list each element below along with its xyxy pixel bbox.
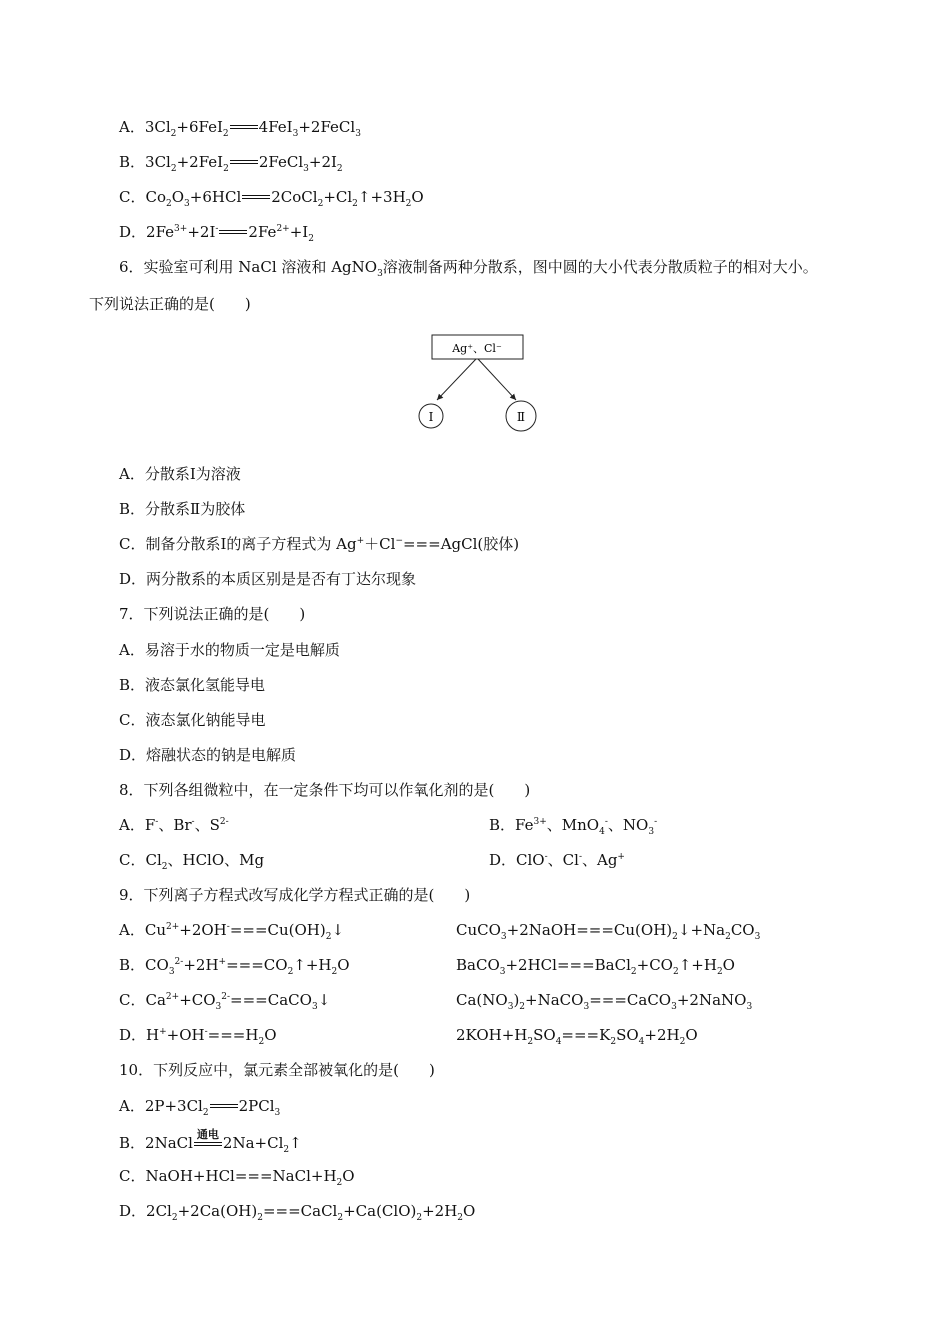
q9-option-b-molecular: $BaCO_3+2HCl===BaCl_2+CO_2↑+H_2O$ xyxy=(456,956,735,977)
q7-stem: 7．下列说法正确的是( ) xyxy=(119,605,306,623)
q9-option-c-ionic: C．$Ca^{2+}+CO_3^{2-}===CaCO_3↓$ xyxy=(119,991,331,1012)
q7-option-b: B．液态氯化氢能导电 xyxy=(119,676,266,694)
q6-option-d: D．两分散系的本质区别是是否有丁达尔现象 xyxy=(119,570,417,588)
q6-option-b: B．分散系Ⅱ为胶体 xyxy=(119,500,246,518)
q6-option-c: C．制备分散系Ⅰ的离子方程式为 Ag+＋Cl−===AgCl(胶体) xyxy=(119,535,520,553)
q10-option-c: C．$NaOH+HCl===NaCl+H_2O$ xyxy=(119,1167,355,1188)
circle-system-1-label: Ⅰ xyxy=(428,410,434,424)
ions-box-label: Ag⁺、Cl⁻ xyxy=(452,342,502,355)
q9-option-d-molecular: $2KOH+H_2SO_4===K_2SO_4+2H_2O$ xyxy=(456,1026,698,1047)
q10-option-d: D．$2Cl_2+2Ca(OH)_2===CaCl_2+Ca(ClO)_2+2H_2O$ xyxy=(119,1202,476,1223)
q8-option-d: D．ClO-、Cl-、Ag+ xyxy=(489,851,625,869)
q10-stem: 10．下列反应中，氯元素全部被氧化的是( ) xyxy=(119,1061,435,1079)
arrow-to-system-2 xyxy=(478,359,516,400)
q5-option-c: C．$Co_2O_3+6HCl$ $2CoCl_2+Cl_2↑+3H_2O$ xyxy=(119,188,424,209)
q9-stem: 9．下列离子方程式改写成化学方程式正确的是( ) xyxy=(119,886,471,904)
q7-option-c: C．液态氯化钠能导电 xyxy=(119,711,266,729)
q5-option-a: A．$3Cl_2+6FeI_2$ 4FeI$_3$+2FeCl$_3$ xyxy=(119,118,361,139)
q7-option-d: D．熔融状态的钠是电解质 xyxy=(119,746,297,764)
circle-system-2-label: Ⅱ xyxy=(516,410,526,424)
q9-option-a-molecular: $CuCO_3+2NaOH===Cu(OH)_2↓+Na_2CO_3$ xyxy=(456,921,761,942)
q6-stem-line2: 下列说法正确的是( ) xyxy=(89,295,251,313)
q5-option-b: B．$3Cl_2+2FeI_2$ $2FeCl_3+2I_2$ xyxy=(119,153,343,174)
q9-option-b-ionic: B．$CO_3^{2-}+2H^+===CO_2↑+H_2O$ xyxy=(119,956,350,977)
q6-option-a: A．分散系Ⅰ为溶液 xyxy=(119,465,241,483)
q10-option-a: A．$2P+3Cl_2$ 2PCl$_3$ xyxy=(119,1097,281,1118)
q9-option-d-ionic: D．$H^++OH^-===H_2O$ xyxy=(119,1026,277,1047)
q5-option-d: D．$2Fe^{3+}+2I^-$ $2Fe^{2+}+I_2$ xyxy=(119,223,314,244)
arrow-to-system-1 xyxy=(437,359,476,400)
q10-option-b: B．2NaCl 通电 $2Na+Cl_2↑$ xyxy=(119,1133,302,1153)
electrolysis-label: 通电 xyxy=(196,1128,219,1141)
q8-option-c: C．$Cl_2$、HClO、Mg xyxy=(119,851,265,872)
q8-stem: 8．下列各组微粒中，在一定条件下均可以作氧化剂的是( ) xyxy=(119,781,531,799)
q8-option-a: A．F-、Br-、$S^{2-}$ xyxy=(119,816,229,834)
q9-option-c-molecular: $Ca(NO_3)_2+NaCO_3===CaCO_3+2NaNO_3$ xyxy=(456,991,753,1012)
q8-option-b: B．$Fe^{3+}$、MnO$_4$-、$NO_3^-$ xyxy=(489,816,658,837)
dispersion-diagram xyxy=(410,330,550,435)
q6-stem: 6．实验室可利用 NaCl 溶液和 AgNO$_3$溶液制备两种分散系，图中圆的大小代表分散质粒子的相对大小。 xyxy=(119,258,818,279)
q9-option-a-ionic: A．$Cu^{2+}+2OH^-===Cu(OH)_2↓$ xyxy=(119,921,345,942)
q7-option-a: A．易溶于水的物质一定是电解质 xyxy=(119,641,340,659)
